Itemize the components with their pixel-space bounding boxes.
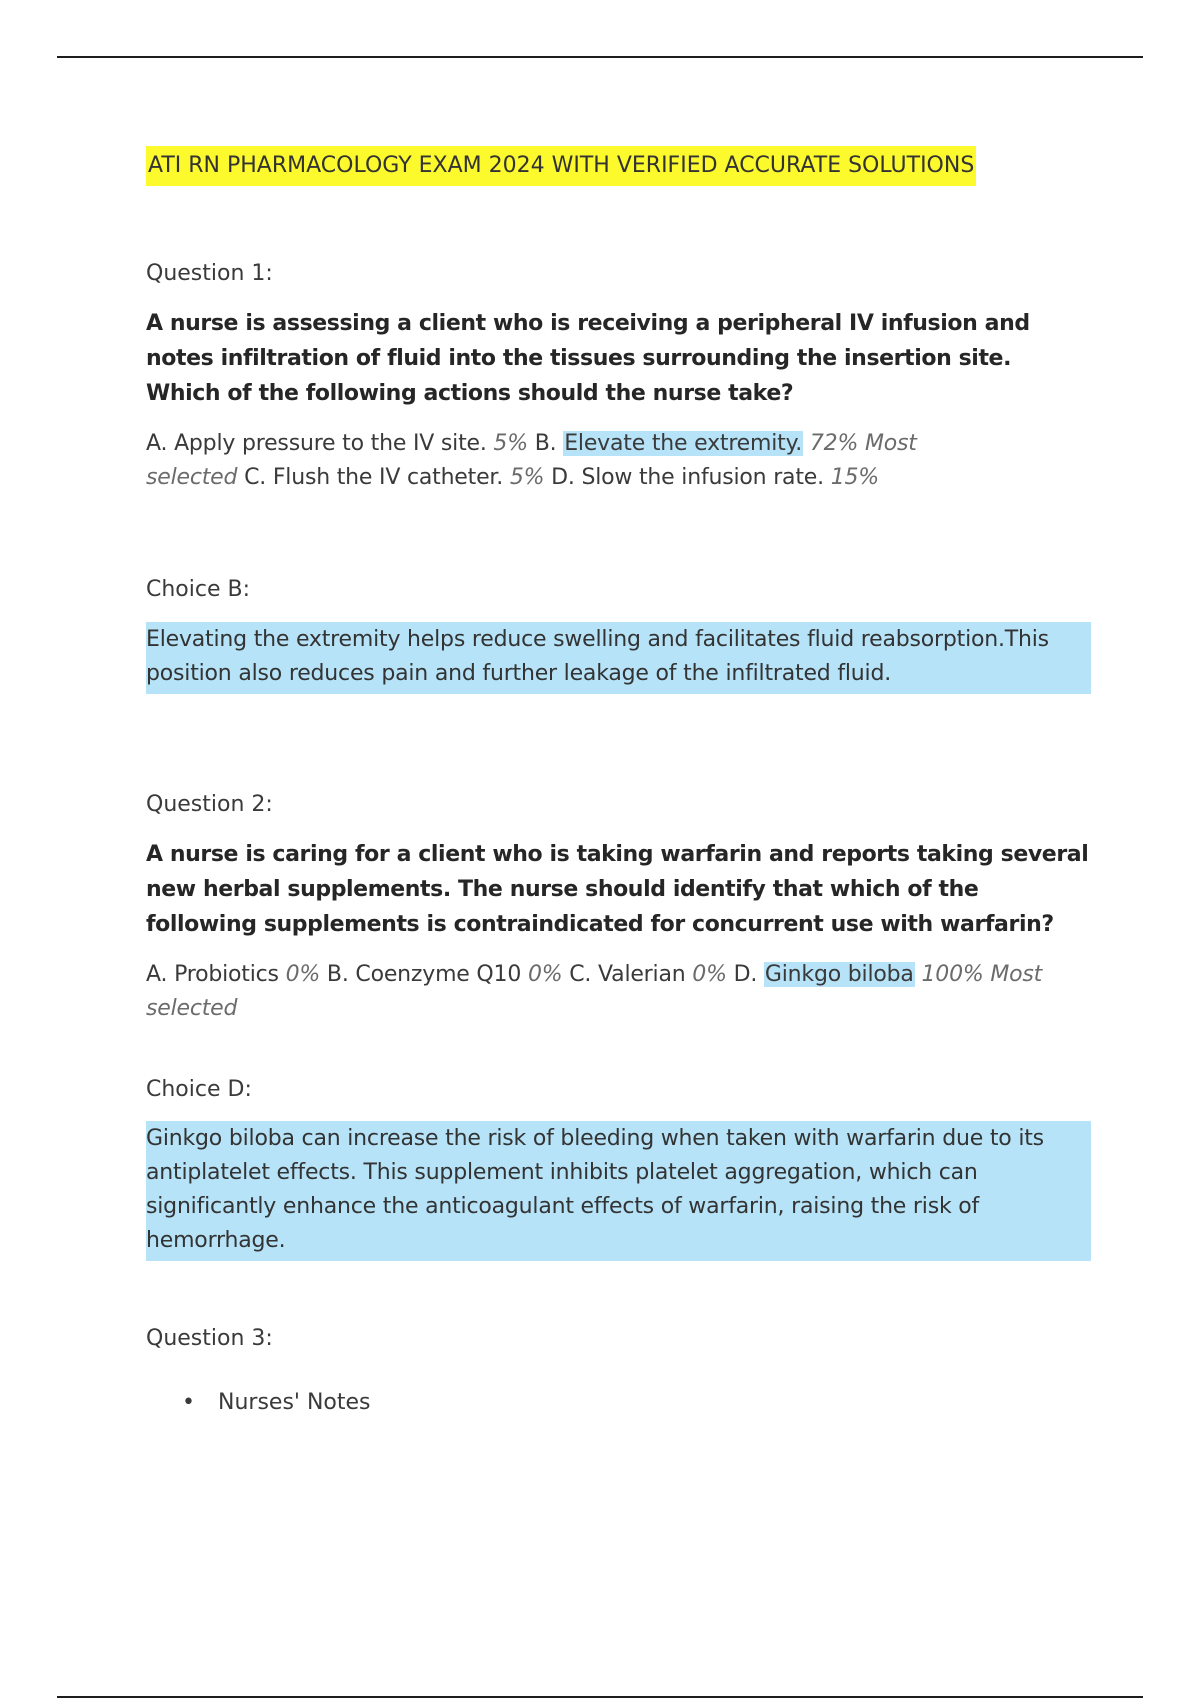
question-label: Question 1: <box>146 261 273 286</box>
choice-list <box>146 427 946 495</box>
choice-c: Valerian <box>598 962 686 987</box>
choice-b-prefix: B. <box>534 431 564 456</box>
answer-label: Choice D: <box>146 1077 252 1102</box>
choice-d-prefix: D. <box>733 962 764 987</box>
choice-d-pct: 100% Most selected <box>146 962 1043 1021</box>
question-label: Question 2: <box>146 792 273 817</box>
choice-list <box>146 958 1076 1026</box>
choice-c-prefix: C. <box>569 962 599 987</box>
choice-c-prefix: C. <box>244 465 273 490</box>
question-text: A nurse is assessing a client who is receiving a peripheral IV infusion and notes infiltration of fluid into the tissues surrounding the insertion site. Which of the following actions should the nurse take? <box>146 311 1030 406</box>
choice-b-prefix: B. <box>326 962 356 987</box>
answer-1-label-wrap <box>146 575 1091 605</box>
bullet-icon: • <box>182 1390 195 1415</box>
document-title: ATI RN PHARMACOLOGY EXAM 2024 WITH VERIFIED ACCURATE SOLUTIONS <box>146 146 976 186</box>
choice-c: Flush the IV catheter. <box>272 465 504 490</box>
question-text: A nurse is caring for a client who is taking warfarin and reports taking several new herbal supplements. The nurse should identify that which of the following supplements is contraindicated for concurrent use with warfarin? <box>146 842 1089 937</box>
bottom-rule <box>57 1696 1143 1698</box>
question-1-choices <box>146 427 946 495</box>
question-2-prompt <box>146 837 1091 942</box>
choice-c-pct: 5% <box>509 465 545 490</box>
choice-d: Ginkgo biloba <box>764 962 914 987</box>
choice-c-pct: 0% <box>692 962 727 987</box>
choice-a-prefix: A. <box>146 431 175 456</box>
question-1-prompt <box>146 306 1091 411</box>
choice-a-pct: 5% <box>493 431 528 456</box>
question-3-list <box>146 1387 1091 1419</box>
question-2-choices <box>146 958 1076 1026</box>
choice-b-pct: 72% Most selected <box>146 431 917 490</box>
choice-a-prefix: A. <box>146 962 175 987</box>
choice-d: Slow the infusion rate. <box>581 465 824 490</box>
choice-b: Coenzyme Q10 <box>355 962 522 987</box>
list-item-text: Nurses' Notes <box>218 1390 371 1415</box>
top-rule <box>57 56 1143 58</box>
question-2 <box>146 790 1091 820</box>
choice-b: Elevate the extremity. <box>564 431 803 456</box>
answer-label: Choice B: <box>146 577 251 602</box>
answer-1 <box>146 622 1091 694</box>
choice-a: Probiotics <box>174 962 279 987</box>
question-3 <box>146 1324 1091 1354</box>
list-item <box>146 1387 1091 1419</box>
answer-explanation: Ginkgo biloba can increase the risk of bleeding when taken with warfarin due to its antiplatelet effects. This supplement inhibits platelet aggregation, which can significantly enhance the anticoagulant effects of warfarin, raising the risk of hemorrhage. <box>146 1121 1091 1261</box>
answer-explanation: Elevating the extremity helps reduce swelling and facilitates fluid reabsorption.This position also reduces pain and further leakage of the infiltrated fluid. <box>146 622 1091 694</box>
choice-a-pct: 0% <box>285 962 321 987</box>
answer-2-label-wrap <box>146 1075 1091 1105</box>
question-label: Question 3: <box>146 1326 273 1351</box>
answer-2 <box>146 1121 1091 1261</box>
choice-a: Apply pressure to the IV site. <box>174 431 487 456</box>
question-1 <box>146 259 1091 289</box>
choice-b-pct: 0% <box>527 962 563 987</box>
choice-d-pct: 15% <box>830 465 879 490</box>
choice-d-prefix: D. <box>551 465 582 490</box>
